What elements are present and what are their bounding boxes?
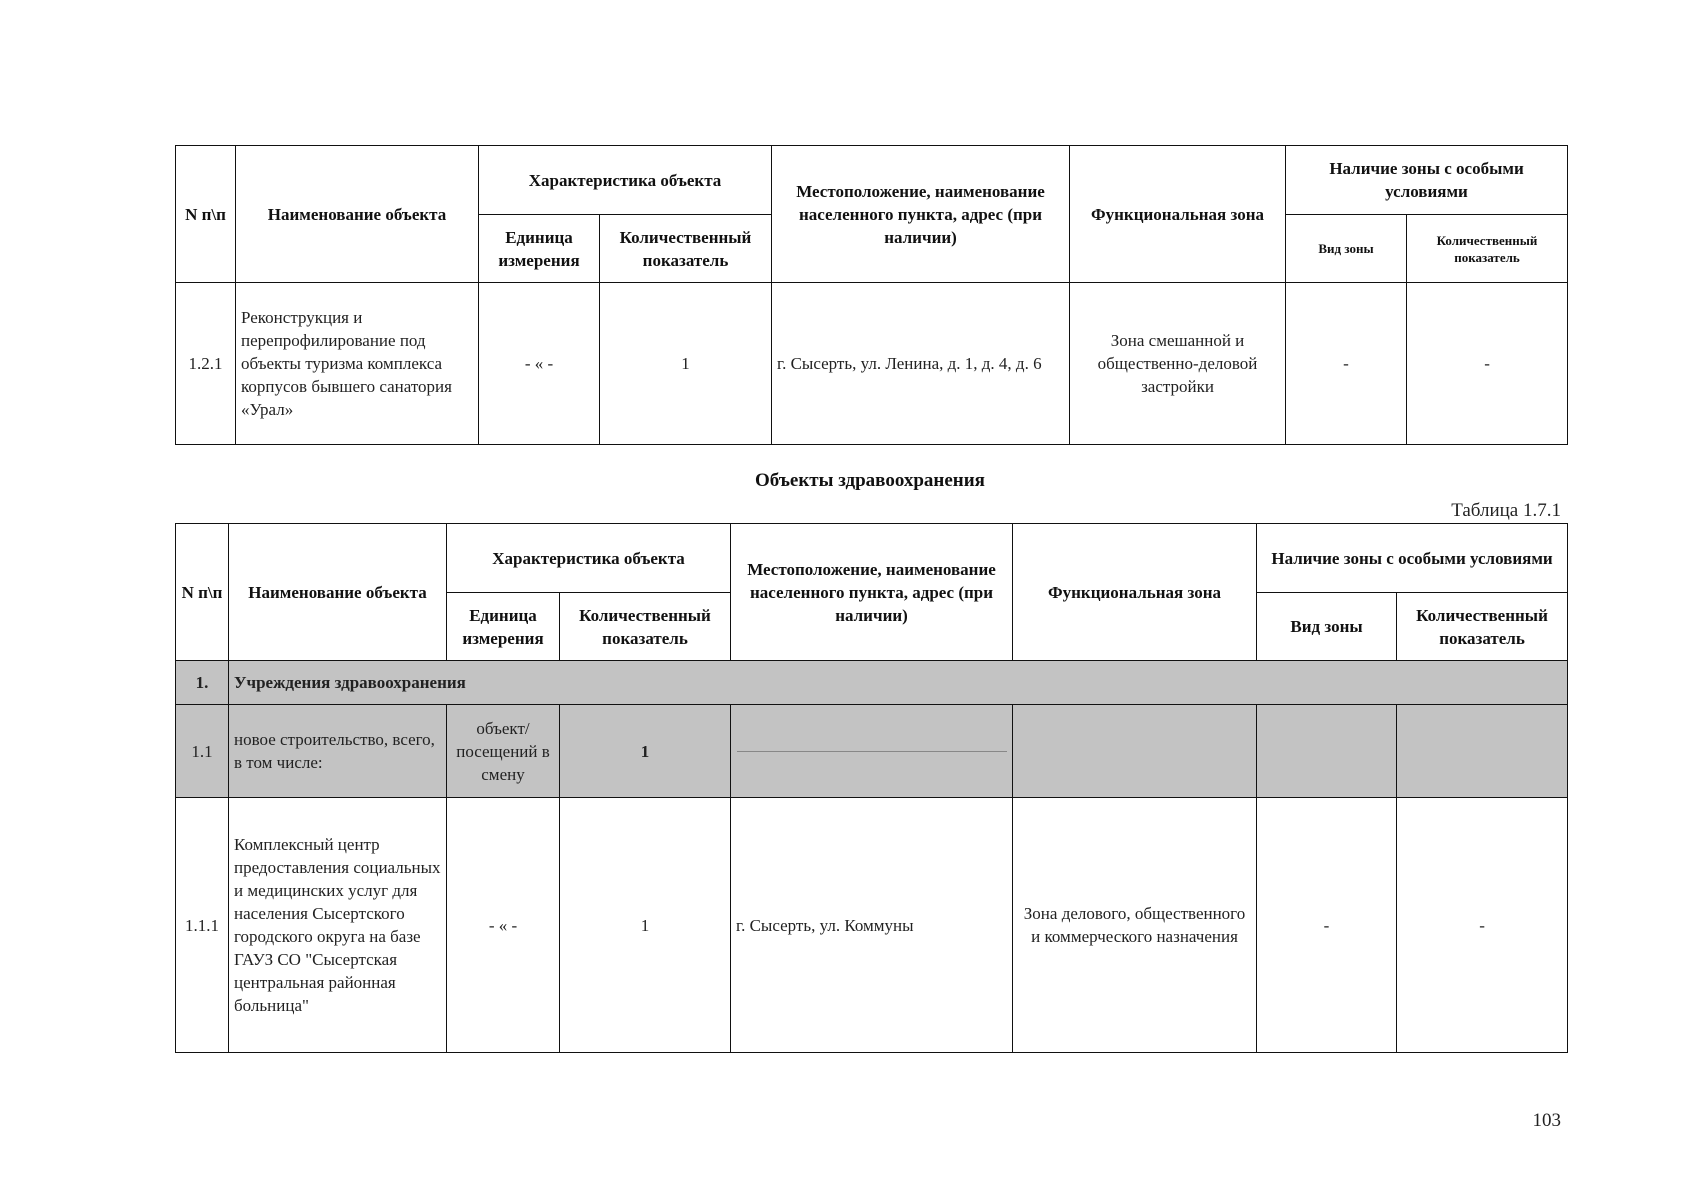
header-zone-type: Вид зоны [1257, 593, 1397, 661]
row-zone-quantity: - [1407, 283, 1568, 445]
row-name: Комплексный центр предоставления социальных и медицинских услуг для населения Сысертского городского округа на базе ГАУЗ СО "Сысертская центральная районная больница" [229, 798, 447, 1053]
table-recreation-objects [175, 145, 1568, 445]
header-location: Местоположение, наименование населенного пункта, адрес (при наличии) [731, 524, 1013, 661]
header-unit: Единица измерения [447, 593, 560, 661]
header-name: Наименование объекта [236, 146, 479, 283]
divider [737, 751, 1007, 752]
header-zone: Функциональная зона [1070, 146, 1286, 283]
subtotal-name: новое строительство, всего, в том числе: [229, 705, 447, 798]
table-label: Таблица 1.7.1 [1451, 500, 1561, 521]
row-quantity: 1 [600, 283, 772, 445]
subtotal-quantity: 1 [560, 705, 731, 798]
row-quantity: 1 [560, 798, 731, 1053]
header-num: N п\п [176, 524, 229, 661]
row-unit: - « - [447, 798, 560, 1053]
row-name: Реконструкция и перепрофилирование под объекты туризма комплекса корпусов бывшего санатория «Урал» [236, 283, 479, 445]
header-special-zone: Наличие зоны с особыми условиями [1257, 524, 1568, 593]
header-num: N п\п [176, 146, 236, 283]
group-row [176, 661, 1568, 705]
group-num: 1. [176, 661, 229, 705]
row-location: г. Сысерть, ул. Коммуны [731, 798, 1013, 1053]
header-zone-type: Вид зоны [1286, 215, 1407, 283]
subtotal-zone [1013, 705, 1257, 798]
row-unit: - « - [479, 283, 600, 445]
row-zone-quantity: - [1397, 798, 1568, 1053]
header-zone-quantity: Количественный показатель [1407, 215, 1568, 283]
row-num: 1.2.1 [176, 283, 236, 445]
section-title: Объекты здравоохранения [755, 470, 985, 491]
table-row [176, 283, 1568, 445]
row-zone-type: - [1257, 798, 1397, 1053]
header-unit: Единица измерения [479, 215, 600, 283]
page-number: 103 [1532, 1110, 1561, 1131]
row-zone: Зона смешанной и общественно-деловой застройки [1070, 283, 1286, 445]
header-quantity: Количественный показатель [600, 215, 772, 283]
subtotal-zone-type [1257, 705, 1397, 798]
row-location: г. Сысерть, ул. Ленина, д. 1, д. 4, д. 6 [772, 283, 1070, 445]
header-quantity: Количественный показатель [560, 593, 731, 661]
header-name: Наименование объекта [229, 524, 447, 661]
subtotal-unit: объект/ посещений в смену [447, 705, 560, 798]
header-zone: Функциональная зона [1013, 524, 1257, 661]
subtotal-zone-quantity [1397, 705, 1568, 798]
header-zone-quantity: Количественный показатель [1397, 593, 1568, 661]
header-location: Местоположение, наименование населенного пункта, адрес (при наличии) [772, 146, 1070, 283]
header-special-zone: Наличие зоны с особыми условиями [1286, 146, 1568, 215]
row-zone-type: - [1286, 283, 1407, 445]
row-zone: Зона делового, общественного и коммерческого назначения [1013, 798, 1257, 1053]
row-num: 1.1.1 [176, 798, 229, 1053]
subtotal-location [731, 705, 1013, 798]
subtotal-num: 1.1 [176, 705, 229, 798]
group-label: Учреждения здравоохранения [229, 661, 1568, 705]
table-row [176, 798, 1568, 1053]
header-characteristic: Характеристика объекта [447, 524, 731, 593]
table-healthcare-objects [175, 523, 1568, 1053]
header-characteristic: Характеристика объекта [479, 146, 772, 215]
subtotal-row [176, 705, 1568, 798]
